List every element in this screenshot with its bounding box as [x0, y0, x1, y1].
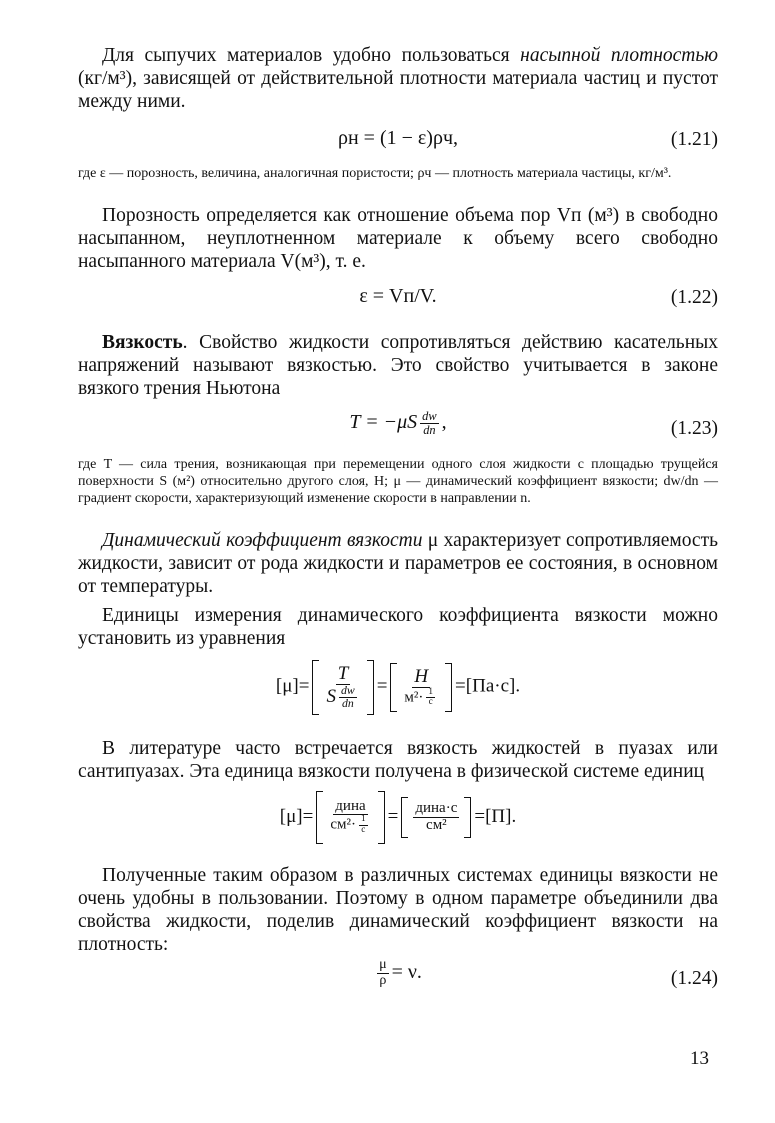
denominator: dn — [423, 423, 436, 438]
text: (кг/м³), зависящей от действительной плотности материала частиц и пустот между ними. — [78, 68, 718, 112]
numerator: H — [414, 665, 429, 687]
inner-fraction — [426, 688, 435, 709]
formula — [78, 958, 718, 988]
equation-number: (1.22) — [670, 287, 718, 308]
inner-fraction — [339, 685, 357, 711]
s-symbol: S — [326, 686, 336, 708]
term-dynamic-viscosity: Динамический коэффициент вязкости — [102, 530, 423, 551]
fraction — [413, 801, 459, 834]
mu-bracket: [μ] — [275, 675, 299, 697]
equation-number: (1.23) — [670, 418, 718, 439]
page-number: 13 — [690, 1048, 709, 1069]
m2: м²· — [404, 689, 424, 706]
note-1-23: где T — сила трения, возникающая при перемещении одного слоя жидкости с площадью трущейся поверхности S (м²) относительно другого слоя, Н; μ — динамический коэффициент вязкости; dw/dn — градиент скорости, характеризующий изменение скорости в направлении n. — [78, 457, 718, 506]
paragraph-porosity: Порозность определяется как отношение объема пор Vп (м³) в свободно насыпанном, неуплотненном материале к объему всего свободно насыпанного материала V(м³), т. е. — [78, 205, 718, 272]
units-si-equation: [μ]= T S $\frac{dw}{dn}$ = H м²· $\frac{1}{с}$ =[Па·с]. — [78, 660, 718, 715]
denominator: с — [428, 697, 433, 708]
numerator: dw — [422, 409, 437, 423]
bracket-left — [316, 791, 384, 844]
mu-bracket: [μ] — [279, 805, 303, 827]
equation-1-21 — [78, 121, 718, 161]
denominator: с — [361, 825, 366, 836]
fraction — [420, 410, 438, 437]
numerator: дина·с — [415, 800, 458, 817]
units-cgs-equation: [μ]= дина см²· $\frac{1}{с}$ = $\frac{\text{дина·с}}{\text{см²}}$ =[П]. — [78, 791, 718, 844]
text: μ характеризует сопротивляемость жидкости, зависит от рода жидкости и параметров ее состояния, в основном от температуры. — [78, 530, 718, 597]
paragraph-dynamic-viscosity — [78, 529, 718, 598]
formula-tail: , — [441, 411, 447, 434]
page-content — [78, 44, 718, 1002]
equation-1-22 — [78, 279, 718, 319]
text: . Свойство жидкости сопротивляться действию касательных напряжений называют вязкостью. Это свойство учитывается в законе вязкого трения Ньютона — [78, 332, 718, 399]
fraction — [324, 664, 361, 711]
numerator: T — [337, 663, 349, 684]
paragraph-poise: В литературе часто встречается вязкость жидкостей в пуазах или сантипуазах. Эта единица вязкости получена в физической системе единиц — [78, 737, 718, 782]
bracket-middle — [390, 663, 452, 712]
denominator: см² — [426, 816, 447, 833]
note-1-21: где ε — порозность, величина, аналогичная пористости; ρч — плотность материала частицы, кг/м³. — [78, 166, 672, 181]
fraction — [328, 799, 372, 836]
bracket-left — [312, 660, 373, 715]
denominator: dn — [341, 697, 354, 711]
paragraph-units: Единицы измерения динамического коэффициента вязкости можно установить из уравнения — [78, 605, 718, 649]
paragraph-viscosity — [78, 331, 718, 400]
equation-number: (1.24) — [670, 967, 718, 989]
result: [Па·с]. — [465, 675, 521, 697]
cm2: см²· — [330, 817, 356, 834]
formula: ε = Vп/V. — [359, 285, 437, 307]
equation-number: (1.21) — [670, 129, 718, 150]
formula-left: T = −μS — [349, 411, 418, 434]
text: Для сыпучих материалов удобно пользоваться — [102, 45, 521, 66]
bracket-middle — [401, 797, 471, 838]
formula-tail: = ν. — [391, 960, 422, 983]
numerator: dw — [340, 683, 355, 697]
paragraph-bulk-density — [78, 44, 718, 113]
equation-1-24 — [78, 958, 718, 1002]
numerator: μ — [379, 956, 387, 972]
inner-fraction — [359, 815, 368, 836]
equation-1-23 — [78, 406, 718, 452]
fraction — [402, 667, 440, 708]
numerator: дина — [335, 797, 366, 814]
term-viscosity: Вязкость — [102, 332, 183, 353]
numerator: 1 — [428, 686, 434, 697]
formula: ρн = (1 − ε)ρч, — [338, 127, 458, 149]
paragraph-kinematic: Полученные таким образом в различных системах единицы вязкости не очень удобны в пользовании. Поэтому в одном параметре объединили два свойства жидкости, поделив динамический коэффициент вязкости на плотность: — [78, 864, 718, 955]
numerator: 1 — [360, 814, 366, 825]
result: [П]. — [485, 805, 517, 827]
term-bulk-density: насыпной плотностью — [520, 45, 718, 66]
formula — [78, 410, 718, 437]
fraction — [377, 958, 389, 988]
denominator: ρ — [379, 972, 387, 988]
